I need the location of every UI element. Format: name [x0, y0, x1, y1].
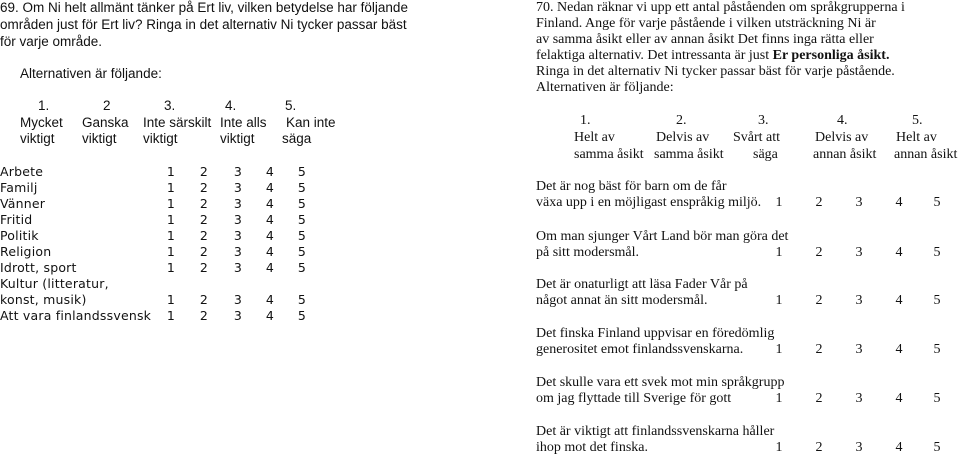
rating-option-2[interactable]: 2 — [199, 228, 209, 243]
q70-scale-1-line1: Helt av — [574, 130, 615, 145]
rating-option-2[interactable]: 2 — [199, 180, 209, 195]
rating-option-1[interactable]: 1 — [166, 196, 176, 211]
q69-scale-5-line2: säga — [282, 131, 312, 146]
statement-line-1: Det är nog bäst för barn om de får — [536, 179, 727, 194]
rating-option-1[interactable]: 1 — [166, 180, 176, 195]
row-label: Arbete — [0, 164, 44, 179]
rating-option-4[interactable]: 4 — [265, 212, 275, 227]
rating-option-3[interactable]: 3 — [233, 196, 243, 211]
row-label: Politik — [0, 228, 39, 243]
rating-option-5[interactable]: 5 — [297, 180, 307, 195]
q70-scale-3-num: 3. — [758, 113, 769, 128]
rating-option-1[interactable]: 1 — [166, 292, 176, 307]
q70-scale-2-line2: samma åsikt — [654, 147, 724, 162]
rating-option-2[interactable]: 2 — [199, 308, 209, 323]
rating-option-3[interactable]: 3 — [233, 244, 243, 259]
rating-option-2[interactable]: 2 — [815, 391, 823, 406]
rating-option-4[interactable]: 4 — [895, 391, 903, 406]
rating-option-2[interactable]: 2 — [199, 244, 209, 259]
q69-scale-4-num: 4. — [225, 98, 237, 113]
rating-option-2[interactable]: 2 — [199, 292, 209, 307]
statement-line-1: Det är onaturligt att läsa Fader Vår på — [536, 277, 748, 292]
q70-intro-line-3: av samma åsikt eller av annan åsikt Det finns inga rätta eller — [536, 32, 874, 47]
row-label: Kultur (litteratur, — [0, 276, 109, 291]
statement-line-2: något annat än sitt modersmål. — [536, 293, 708, 308]
q70-intro-line-4 — [536, 48, 889, 64]
q69-intro-line-3: för varje område. — [0, 34, 103, 49]
rating-option-2[interactable]: 2 — [815, 293, 823, 308]
rating-option-2[interactable]: 2 — [815, 245, 823, 260]
q70-scale-4-num: 4. — [837, 113, 848, 128]
row-label: Familj — [0, 180, 38, 195]
q70-intro-line-5: Ringa in det alternativ Ni tycker passar bäst för varje påstående. — [536, 64, 895, 79]
rating-option-5[interactable]: 5 — [933, 245, 941, 260]
row-label: Idrott, sport — [0, 260, 77, 275]
q70-scale-3-line2: säga — [753, 147, 778, 162]
rating-option-1[interactable]: 1 — [775, 195, 783, 210]
rating-option-5[interactable]: 5 — [933, 342, 941, 357]
q70-intro-line-6: Alternativen är följande: — [536, 80, 674, 95]
rating-option-2[interactable]: 2 — [815, 440, 823, 455]
row-label: Fritid — [0, 212, 33, 227]
row-label: Vänner — [0, 196, 46, 211]
statement-line-2: om jag flyttade till Sverige för gott — [536, 391, 732, 406]
q70-intro-emphasis: Er personliga åsikt. — [772, 48, 890, 63]
rating-option-5[interactable]: 5 — [297, 228, 307, 243]
q69-intro-line-1: 69. Om Ni helt allmänt tänker på Ert liv, vilken betydelse har följande — [0, 0, 408, 15]
q70-scale-1-num: 1. — [580, 113, 591, 128]
rating-option-5[interactable]: 5 — [297, 308, 307, 323]
q69-scale-1-num: 1. — [38, 98, 50, 113]
rating-option-1[interactable]: 1 — [166, 244, 176, 259]
rating-option-4[interactable]: 4 — [265, 228, 275, 243]
q69-alternatives-title: Alternativen är följande: — [20, 66, 162, 81]
statement-line-2: ihop mot det finska. — [536, 440, 648, 455]
rating-option-3[interactable]: 3 — [233, 164, 243, 179]
statement-line-1: Det skulle vara ett svek mot min språkgrupp — [536, 375, 785, 390]
row-label: Religion — [0, 244, 52, 259]
q70-scale-5-line2: annan åsikt — [894, 147, 958, 162]
statement-line-2: växa upp i en möjligast enspråkig miljö. — [536, 195, 762, 210]
q69-scale-3-line1: Inte särskilt — [143, 115, 212, 130]
rating-option-1[interactable]: 1 — [775, 342, 783, 357]
rating-option-4[interactable]: 4 — [895, 245, 903, 260]
q69-scale-1-line2: viktigt — [20, 131, 55, 146]
q70-scale-2-line1: Delvis av — [656, 130, 710, 145]
rating-option-2[interactable]: 2 — [199, 212, 209, 227]
rating-option-5[interactable]: 5 — [297, 292, 307, 307]
rating-option-5[interactable]: 5 — [933, 391, 941, 406]
statement-line-1: Det är viktigt att finlandssvenskarna håller — [536, 424, 775, 439]
rating-option-2[interactable]: 2 — [199, 164, 209, 179]
rating-option-3[interactable]: 3 — [233, 260, 243, 275]
rating-option-2[interactable]: 2 — [815, 342, 823, 357]
rating-option-4[interactable]: 4 — [895, 195, 903, 210]
rating-option-1[interactable]: 1 — [775, 440, 783, 455]
rating-option-1[interactable]: 1 — [166, 164, 176, 179]
rating-option-5[interactable]: 5 — [933, 440, 941, 455]
statement-line-2: på sitt modersmål. — [536, 245, 640, 260]
rating-option-5[interactable]: 5 — [297, 164, 307, 179]
rating-option-3[interactable]: 3 — [855, 440, 863, 455]
rating-option-5[interactable]: 5 — [933, 293, 941, 308]
rating-option-3[interactable]: 3 — [233, 228, 243, 243]
q69-scale-2-line2: viktigt — [82, 131, 117, 146]
q70-intro-line-1: 70. Nedan räknar vi upp ett antal påståenden om språkgrupperna i — [536, 0, 905, 15]
rating-option-4[interactable]: 4 — [895, 440, 903, 455]
rating-option-3[interactable]: 3 — [233, 308, 243, 323]
q70-scale-3-line1: Svårt att — [733, 130, 781, 145]
rating-option-4[interactable]: 4 — [265, 164, 275, 179]
rating-option-1[interactable]: 1 — [775, 245, 783, 260]
rating-option-1[interactable]: 1 — [775, 391, 783, 406]
row-label: Att vara finlandssvensk — [0, 308, 152, 323]
rating-option-2[interactable]: 2 — [199, 196, 209, 211]
rating-option-3[interactable]: 3 — [233, 180, 243, 195]
q70-scale-5-num: 5. — [912, 113, 923, 128]
rating-option-4[interactable]: 4 — [265, 180, 275, 195]
rating-option-5[interactable]: 5 — [297, 196, 307, 211]
rating-option-3[interactable]: 3 — [855, 342, 863, 357]
rating-option-1[interactable]: 1 — [166, 308, 176, 323]
q70-scale-5-line1: Helt av — [896, 130, 937, 145]
rating-option-4[interactable]: 4 — [265, 308, 275, 323]
rating-option-5[interactable]: 5 — [297, 212, 307, 227]
q70-scale-1-line2: samma åsikt — [574, 147, 644, 162]
q69-intro-line-2: områden just för Ert liv? Ringa in det alternativ Ni tycker passar bäst — [0, 17, 407, 32]
q69-scale-5-line1: Kan inte — [286, 115, 336, 130]
q69-scale-3-line2: viktigt — [143, 131, 178, 146]
rating-option-1[interactable]: 1 — [775, 293, 783, 308]
rating-option-2[interactable]: 2 — [815, 195, 823, 210]
rating-option-2[interactable]: 2 — [199, 260, 209, 275]
rating-option-4[interactable]: 4 — [265, 244, 275, 259]
q70-scale-4-line2: annan åsikt — [813, 147, 877, 162]
rating-option-5[interactable]: 5 — [933, 195, 941, 210]
q70-scale-4-line1: Delvis av — [815, 130, 869, 145]
q69-scale-5-num: 5. — [285, 98, 297, 113]
rating-option-1[interactable]: 1 — [166, 212, 176, 227]
q69-scale-3-num: 3. — [164, 98, 176, 113]
statement-line-1: Om man sjunger Vårt Land bör man göra det — [536, 229, 789, 244]
rating-option-4[interactable]: 4 — [265, 260, 275, 275]
statement-line-2: generositet emot finlandssvenskarna. — [536, 342, 744, 357]
q70-scale-2-num: 2. — [676, 113, 687, 128]
rating-option-3[interactable]: 3 — [855, 293, 863, 308]
rating-option-3[interactable]: 3 — [855, 195, 863, 210]
q70-intro-line-4-text: felaktiga alternativ. Det intressanta är just — [536, 48, 773, 63]
rating-option-3[interactable]: 3 — [855, 245, 863, 260]
q69-scale-2-line1: Ganska — [82, 115, 129, 130]
rating-option-3[interactable]: 3 — [233, 292, 243, 307]
q70-intro-line-2: Finland. Ange för varje påstående i vilken utsträckning Ni är — [536, 16, 876, 31]
q69-scale-4-line2: viktigt — [220, 131, 255, 146]
row-sublabel: konst, musik) — [0, 292, 87, 307]
q69-scale-1-line1: Mycket — [20, 115, 63, 130]
rating-option-5[interactable]: 5 — [297, 260, 307, 275]
rating-option-1[interactable]: 1 — [166, 228, 176, 243]
rating-option-1[interactable]: 1 — [166, 260, 176, 275]
statement-line-1: Det finska Finland uppvisar en föredömlig — [536, 326, 775, 341]
q69-scale-4-line1: Inte alls — [220, 115, 267, 130]
rating-option-3[interactable]: 3 — [855, 391, 863, 406]
rating-option-3[interactable]: 3 — [233, 212, 243, 227]
q69-scale-2-num: 2 — [103, 98, 111, 113]
rating-option-5[interactable]: 5 — [297, 244, 307, 259]
rating-option-4[interactable]: 4 — [895, 293, 903, 308]
rating-option-4[interactable]: 4 — [895, 342, 903, 357]
rating-option-4[interactable]: 4 — [265, 292, 275, 307]
rating-option-4[interactable]: 4 — [265, 196, 275, 211]
